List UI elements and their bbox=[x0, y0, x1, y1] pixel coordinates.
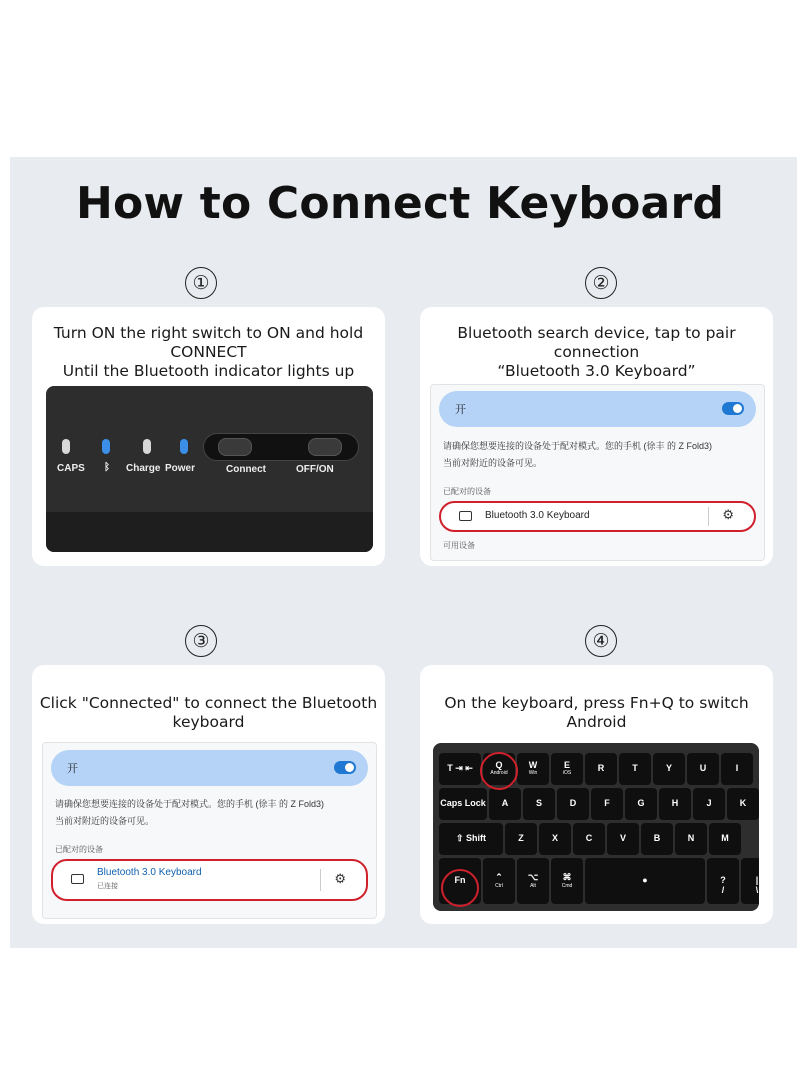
key-label: W bbox=[528, 760, 538, 770]
info-line: 请确保您想要连接的设备处于配对模式。您的手机 (徐丰 的 Z Fold3) bbox=[443, 441, 713, 451]
keyboard-key[interactable] bbox=[505, 823, 537, 855]
step-description-3 bbox=[32, 694, 385, 732]
paired-devices-label: 已配对的设备 bbox=[55, 845, 103, 854]
keyboard-icon bbox=[459, 511, 472, 521]
keyboard-key[interactable] bbox=[585, 753, 617, 785]
key-label: Y bbox=[665, 763, 672, 773]
device-lower-edge bbox=[46, 512, 373, 552]
key-label: K bbox=[739, 798, 747, 808]
keyboard-key[interactable] bbox=[557, 788, 589, 820]
keyboard-key[interactable] bbox=[551, 858, 583, 904]
key-label: Q bbox=[495, 760, 503, 770]
key-label: Z bbox=[518, 833, 524, 843]
key-label: X bbox=[551, 833, 558, 843]
key-label: R bbox=[597, 763, 605, 773]
step-description-line: Until the Bluetooth indicator lights up bbox=[62, 362, 355, 380]
bluetooth-settings-screenshot bbox=[430, 384, 765, 561]
key-sublabel: Win bbox=[528, 770, 538, 776]
connect-label: Connect bbox=[226, 464, 266, 475]
info-line: 当前对附近的设备可见。 bbox=[443, 458, 543, 468]
keyboard-key[interactable] bbox=[607, 823, 639, 855]
key-label: A bbox=[501, 798, 509, 808]
keyboard-key[interactable] bbox=[741, 858, 759, 904]
keyboard-key[interactable] bbox=[693, 788, 725, 820]
key-label: Caps Lock bbox=[440, 798, 486, 808]
key-label: T ⇥ ⇤ bbox=[447, 763, 473, 773]
key-label: G bbox=[637, 798, 645, 808]
key-label: ? / bbox=[720, 875, 726, 895]
keyboard-key[interactable] bbox=[539, 823, 571, 855]
key-label: V bbox=[619, 833, 626, 843]
bluetooth-settings-screenshot bbox=[42, 742, 377, 919]
keyboard-key[interactable] bbox=[523, 788, 555, 820]
keyboard-key[interactable] bbox=[625, 788, 657, 820]
keyboard-key[interactable] bbox=[439, 823, 503, 855]
paired-device-row[interactable] bbox=[51, 859, 368, 901]
step-card-4 bbox=[420, 665, 773, 924]
keyboard-image bbox=[433, 743, 759, 911]
device-status: 已连接 bbox=[97, 883, 118, 890]
key-label: M bbox=[721, 833, 729, 843]
step-description-line: Turn ON the right switch to ON and hold CONNECT bbox=[53, 324, 364, 361]
step-number-4: ④ bbox=[585, 625, 617, 657]
toggle-label: 开 bbox=[455, 404, 466, 416]
keyboard-key[interactable] bbox=[659, 788, 691, 820]
caps-label: CAPS bbox=[57, 463, 85, 474]
step-description-line: Bluetooth search device, tap to pair connection bbox=[457, 324, 736, 361]
key-label: Fn bbox=[454, 875, 466, 885]
keyboard-key[interactable] bbox=[707, 858, 739, 904]
bluetooth-toggle-bar[interactable] bbox=[51, 750, 368, 786]
keyboard-key[interactable] bbox=[653, 753, 685, 785]
step-card-1 bbox=[32, 307, 385, 566]
device-name: Bluetooth 3.0 Keyboard bbox=[97, 867, 202, 878]
bluetooth-toggle-switch[interactable] bbox=[334, 761, 356, 774]
row-divider bbox=[708, 507, 709, 526]
visibility-info bbox=[443, 438, 712, 472]
key-label: H bbox=[671, 798, 679, 808]
key-label: ● bbox=[642, 875, 648, 885]
key-label: T bbox=[632, 763, 638, 773]
info-line: 请确保您想要连接的设备处于配对模式。您的手机 (徐丰 的 Z Fold3) bbox=[55, 799, 325, 809]
keyboard-key[interactable] bbox=[591, 788, 623, 820]
offon-label: OFF/ON bbox=[296, 464, 334, 475]
key-label: ⌃ bbox=[495, 872, 503, 882]
step-description-line: “Bluetooth 3.0 Keyboard” bbox=[497, 362, 696, 380]
power-led bbox=[180, 439, 188, 454]
visibility-info bbox=[55, 796, 324, 830]
keyboard-key[interactable] bbox=[517, 753, 549, 785]
toggle-label: 开 bbox=[67, 763, 78, 775]
keyboard-key[interactable] bbox=[483, 858, 515, 904]
key-label: D bbox=[569, 798, 577, 808]
keyboard-key[interactable] bbox=[727, 788, 759, 820]
paired-devices-label: 已配对的设备 bbox=[443, 487, 491, 496]
key-sublabel: iOS bbox=[562, 770, 572, 776]
key-label: B bbox=[653, 833, 661, 843]
device-name: Bluetooth 3.0 Keyboard bbox=[485, 510, 590, 521]
step-number-3: ③ bbox=[185, 625, 217, 657]
keyboard-key[interactable] bbox=[439, 753, 481, 785]
keyboard-key[interactable] bbox=[721, 753, 753, 785]
key-label: J bbox=[706, 798, 712, 808]
caps-led bbox=[62, 439, 70, 454]
info-line: 当前对附近的设备可见。 bbox=[55, 816, 155, 826]
key-sublabel: Ctrl bbox=[495, 883, 503, 889]
paired-device-row[interactable] bbox=[439, 501, 756, 532]
charge-led bbox=[143, 439, 151, 454]
key-sublabel: Cmd bbox=[561, 883, 573, 889]
step-description-line: Click "Connected" to connect the Bluetooth keyboard bbox=[39, 694, 378, 731]
step-description-1 bbox=[32, 324, 385, 381]
keyboard-key[interactable] bbox=[641, 823, 673, 855]
row-divider bbox=[320, 869, 321, 891]
keyboard-key[interactable] bbox=[675, 823, 707, 855]
key-label: U bbox=[699, 763, 707, 773]
key-sublabel: Alt bbox=[530, 883, 536, 889]
q-key-highlight bbox=[480, 752, 518, 790]
key-label: I bbox=[735, 763, 739, 773]
step-description-line: On the keyboard, press Fn+Q to switch Android bbox=[444, 694, 749, 731]
key-label: ⌥ bbox=[527, 872, 539, 882]
power-switch[interactable] bbox=[308, 438, 342, 456]
key-label: N bbox=[687, 833, 695, 843]
step-card-2 bbox=[420, 307, 773, 566]
step-number-2: ② bbox=[585, 267, 617, 299]
charge-label: Charge bbox=[126, 463, 161, 474]
gear-icon[interactable]: ⚙ bbox=[334, 871, 346, 886]
step-description-2 bbox=[420, 324, 773, 381]
keyboard-key[interactable] bbox=[439, 788, 487, 820]
step-number-1: ① bbox=[185, 267, 217, 299]
connect-button[interactable] bbox=[218, 438, 252, 456]
key-label: E bbox=[563, 760, 570, 770]
page-title: How to Connect Keyboard bbox=[75, 178, 725, 229]
key-label: ⌘ bbox=[562, 872, 572, 882]
key-label: ⇧ Shift bbox=[455, 833, 487, 843]
step-description-4 bbox=[420, 694, 773, 732]
keyboard-icon bbox=[71, 874, 84, 884]
bluetooth-toggle-switch[interactable] bbox=[722, 402, 744, 415]
available-devices-label: 可用设备 bbox=[443, 541, 475, 550]
keyboard-key[interactable] bbox=[619, 753, 651, 785]
step-card-3 bbox=[32, 665, 385, 924]
keyboard-key[interactable] bbox=[573, 823, 605, 855]
keyboard-side-panel-image bbox=[46, 386, 373, 552]
keyboard-key[interactable] bbox=[687, 753, 719, 785]
gear-icon[interactable]: ⚙ bbox=[722, 507, 734, 522]
bluetooth-led bbox=[102, 439, 110, 454]
keyboard-key[interactable] bbox=[709, 823, 741, 855]
key-label: C bbox=[585, 833, 593, 843]
fn-key-highlight bbox=[441, 869, 479, 907]
key-label: S bbox=[535, 798, 542, 808]
key-label: F bbox=[604, 798, 610, 808]
keyboard-key[interactable] bbox=[489, 788, 521, 820]
key-label: | \ bbox=[755, 875, 759, 895]
power-label: Power bbox=[165, 463, 196, 474]
bluetooth-icon: ᛒ bbox=[104, 462, 110, 473]
keyboard-key[interactable] bbox=[551, 753, 583, 785]
keyboard-key[interactable] bbox=[585, 858, 705, 904]
key-sublabel: Android bbox=[490, 770, 508, 776]
bluetooth-toggle-bar[interactable] bbox=[439, 391, 756, 427]
keyboard-key[interactable] bbox=[517, 858, 549, 904]
